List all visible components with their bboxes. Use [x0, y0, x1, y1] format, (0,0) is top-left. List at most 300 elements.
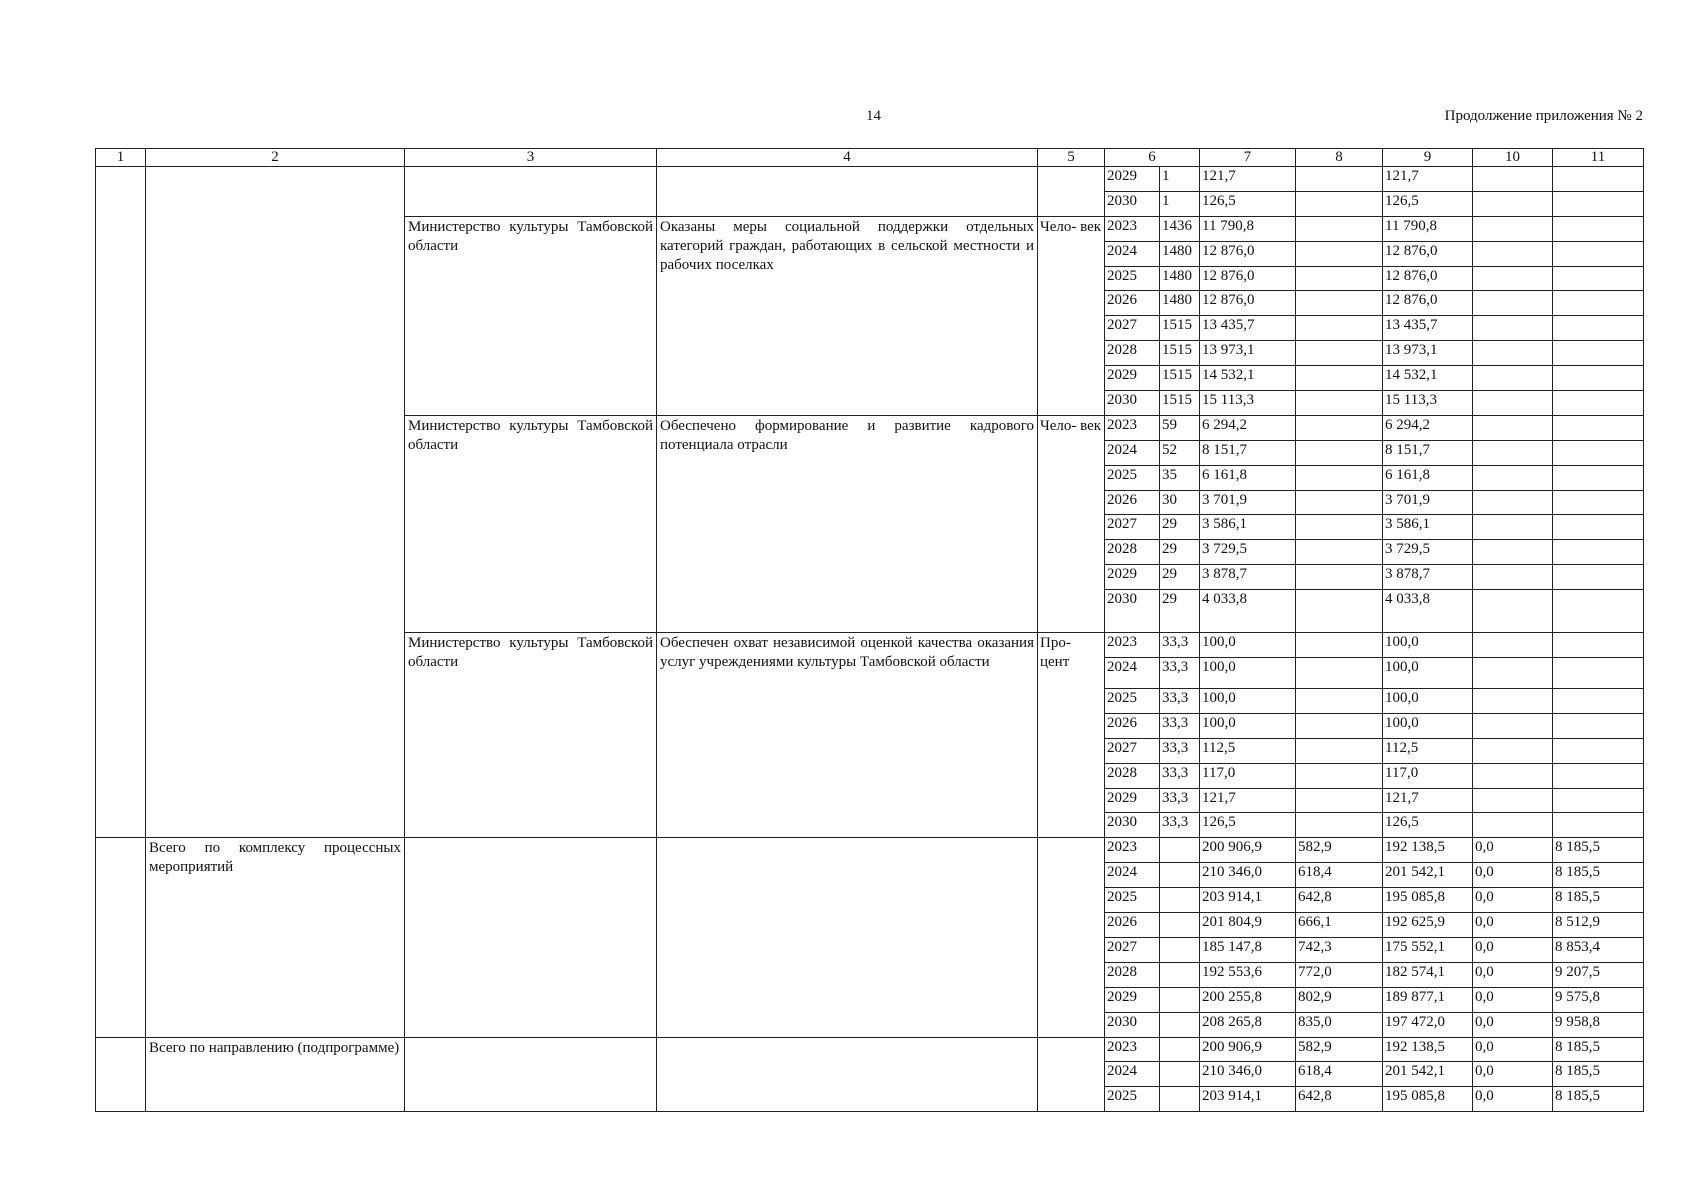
- cell-quantity: 35: [1160, 465, 1200, 490]
- cell-executor: Министерство культуры Тамбовской области: [405, 633, 657, 838]
- cell-year: 2027: [1105, 738, 1160, 763]
- cell-local: 0,0: [1473, 987, 1553, 1012]
- cell-federal: [1296, 266, 1383, 291]
- cell-quantity: 1480: [1160, 241, 1200, 266]
- cell-unit: Чело- век: [1038, 216, 1105, 415]
- cell-federal: [1296, 291, 1383, 316]
- table-row: [96, 167, 1644, 192]
- cell-quantity: 1515: [1160, 391, 1200, 416]
- cell-total: 121,7: [1200, 788, 1296, 813]
- cell-total: 3 878,7: [1200, 565, 1296, 590]
- cell-total: 203 914,1: [1200, 1087, 1296, 1112]
- cell-federal: [1296, 813, 1383, 838]
- cell-regional: 126,5: [1383, 191, 1473, 216]
- cell-regional: 12 876,0: [1383, 291, 1473, 316]
- cell-extrabudget: [1553, 341, 1644, 366]
- cell-year: 2029: [1105, 366, 1160, 391]
- cell-local: [1473, 689, 1553, 714]
- cell-extrabudget: [1553, 633, 1644, 658]
- cell-unit: Чело- век: [1038, 415, 1105, 632]
- cell-federal: [1296, 738, 1383, 763]
- cell-local: [1473, 763, 1553, 788]
- total-label: Всего по комплексу процессных мероприятий: [146, 838, 405, 1037]
- cell-extrabudget: [1553, 565, 1644, 590]
- cell-local: 0,0: [1473, 1087, 1553, 1112]
- cell-total: 12 876,0: [1200, 266, 1296, 291]
- header-row: [96, 149, 1644, 167]
- cell-regional: 126,5: [1383, 813, 1473, 838]
- cell-number: [96, 838, 146, 1037]
- cell-federal: [1296, 713, 1383, 738]
- cell-executor: [405, 838, 657, 1037]
- cell-federal: [1296, 167, 1383, 192]
- page-note: Продолжение приложения № 2: [1444, 108, 1643, 124]
- cell-regional: 112,5: [1383, 738, 1473, 763]
- cell-year: 2029: [1105, 565, 1160, 590]
- column-header-11: 11: [1553, 149, 1644, 167]
- cell-extrabudget: 8 853,4: [1553, 937, 1644, 962]
- budget-table: [95, 148, 1644, 1112]
- cell-total: 4 033,8: [1200, 590, 1296, 633]
- cell-local: 0,0: [1473, 888, 1553, 913]
- cell-regional: 11 790,8: [1383, 216, 1473, 241]
- cell-extrabudget: 8 185,5: [1553, 1037, 1644, 1062]
- cell-local: [1473, 316, 1553, 341]
- cell-quantity: 29: [1160, 540, 1200, 565]
- cell-total: 100,0: [1200, 713, 1296, 738]
- cell-total: 13 973,1: [1200, 341, 1296, 366]
- cell-regional: 121,7: [1383, 167, 1473, 192]
- cell-extrabudget: 8 185,5: [1553, 863, 1644, 888]
- cell-result: Обеспечено формирование и развитие кадрового потенциала отрасли: [657, 415, 1038, 632]
- cell-quantity: 33,3: [1160, 763, 1200, 788]
- cell-quantity: 1: [1160, 167, 1200, 192]
- cell-total: 14 532,1: [1200, 366, 1296, 391]
- cell-year: 2023: [1105, 415, 1160, 440]
- cell-year: 2027: [1105, 515, 1160, 540]
- cell-quantity: [1160, 888, 1200, 913]
- cell-regional: 195 085,8: [1383, 888, 1473, 913]
- cell-total: 200 906,9: [1200, 1037, 1296, 1062]
- cell-year: 2028: [1105, 962, 1160, 987]
- cell-regional: 192 138,5: [1383, 1037, 1473, 1062]
- cell-year: 2030: [1105, 391, 1160, 416]
- cell-quantity: 1436: [1160, 216, 1200, 241]
- cell-extrabudget: 8 185,5: [1553, 1062, 1644, 1087]
- cell-year: 2024: [1105, 241, 1160, 266]
- cell-result: [657, 167, 1038, 217]
- cell-quantity: 59: [1160, 415, 1200, 440]
- cell-total: 126,5: [1200, 191, 1296, 216]
- cell-year: 2029: [1105, 987, 1160, 1012]
- cell-quantity: [1160, 1087, 1200, 1112]
- cell-federal: [1296, 415, 1383, 440]
- cell-regional: 6 161,8: [1383, 465, 1473, 490]
- cell-total: 210 346,0: [1200, 863, 1296, 888]
- cell-year: 2028: [1105, 763, 1160, 788]
- cell-year: 2026: [1105, 713, 1160, 738]
- cell-regional: 121,7: [1383, 788, 1473, 813]
- total-label: Всего по направлению (подпрограмме): [146, 1037, 405, 1112]
- cell-quantity: 33,3: [1160, 788, 1200, 813]
- cell-local: 0,0: [1473, 962, 1553, 987]
- cell-result: Обеспечен охват независимой оценкой качества оказания услуг учреждениями культуры Тамбовской области: [657, 633, 1038, 838]
- cell-year: 2025: [1105, 1087, 1160, 1112]
- cell-quantity: 33,3: [1160, 633, 1200, 658]
- cell-local: [1473, 341, 1553, 366]
- cell-federal: [1296, 540, 1383, 565]
- cell-year: 2027: [1105, 937, 1160, 962]
- cell-year: 2030: [1105, 1012, 1160, 1037]
- cell-regional: 201 542,1: [1383, 863, 1473, 888]
- cell-executor: [405, 167, 657, 217]
- cell-regional: 3 701,9: [1383, 490, 1473, 515]
- total-row: [96, 1037, 1644, 1062]
- cell-extrabudget: [1553, 391, 1644, 416]
- cell-regional: 195 085,8: [1383, 1087, 1473, 1112]
- cell-extrabudget: 8 185,5: [1553, 838, 1644, 863]
- cell-regional: 13 973,1: [1383, 341, 1473, 366]
- cell-regional: 100,0: [1383, 633, 1473, 658]
- cell-local: [1473, 813, 1553, 838]
- cell-local: 0,0: [1473, 838, 1553, 863]
- cell-extrabudget: 8 185,5: [1553, 888, 1644, 913]
- cell-extrabudget: [1553, 366, 1644, 391]
- cell-regional: 189 877,1: [1383, 987, 1473, 1012]
- cell-federal: 582,9: [1296, 838, 1383, 863]
- cell-federal: [1296, 341, 1383, 366]
- cell-year: 2026: [1105, 490, 1160, 515]
- cell-quantity: 1515: [1160, 316, 1200, 341]
- cell-local: [1473, 465, 1553, 490]
- cell-year: 2024: [1105, 658, 1160, 689]
- cell-extrabudget: [1553, 465, 1644, 490]
- cell-extrabudget: [1553, 191, 1644, 216]
- cell-local: 0,0: [1473, 913, 1553, 938]
- cell-extrabudget: 8 512,9: [1553, 913, 1644, 938]
- cell-result: [657, 1037, 1038, 1112]
- cell-quantity: [1160, 838, 1200, 863]
- cell-result: Оказаны меры социальной поддержки отдельных категорий граждан, работающих в сельской местности и рабочих поселках: [657, 216, 1038, 415]
- cell-total: 8 151,7: [1200, 440, 1296, 465]
- cell-extrabudget: [1553, 515, 1644, 540]
- cell-extrabudget: [1553, 266, 1644, 291]
- cell-local: [1473, 366, 1553, 391]
- cell-extrabudget: [1553, 738, 1644, 763]
- cell-regional: 192 138,5: [1383, 838, 1473, 863]
- cell-extrabudget: 9 207,5: [1553, 962, 1644, 987]
- cell-regional: 13 435,7: [1383, 316, 1473, 341]
- cell-executor: [405, 1037, 657, 1112]
- cell-extrabudget: [1553, 713, 1644, 738]
- cell-local: [1473, 415, 1553, 440]
- cell-local: [1473, 590, 1553, 633]
- cell-year: 2025: [1105, 465, 1160, 490]
- column-header-10: 10: [1473, 149, 1553, 167]
- cell-federal: [1296, 590, 1383, 633]
- cell-regional: 14 532,1: [1383, 366, 1473, 391]
- cell-local: [1473, 738, 1553, 763]
- cell-local: 0,0: [1473, 1062, 1553, 1087]
- cell-extrabudget: [1553, 813, 1644, 838]
- cell-year: 2029: [1105, 788, 1160, 813]
- cell-total: 126,5: [1200, 813, 1296, 838]
- cell-regional: 117,0: [1383, 763, 1473, 788]
- cell-regional: 8 151,7: [1383, 440, 1473, 465]
- cell-quantity: 33,3: [1160, 713, 1200, 738]
- cell-quantity: 33,3: [1160, 689, 1200, 714]
- cell-regional: 197 472,0: [1383, 1012, 1473, 1037]
- cell-extrabudget: [1553, 440, 1644, 465]
- column-header-2: 2: [146, 149, 405, 167]
- cell-total: 12 876,0: [1200, 241, 1296, 266]
- cell-federal: [1296, 633, 1383, 658]
- cell-extrabudget: [1553, 658, 1644, 689]
- cell-regional: 175 552,1: [1383, 937, 1473, 962]
- cell-federal: [1296, 658, 1383, 689]
- cell-extrabudget: 9 958,8: [1553, 1012, 1644, 1037]
- column-header-4: 4: [657, 149, 1038, 167]
- cell-year: 2023: [1105, 1037, 1160, 1062]
- cell-local: [1473, 658, 1553, 689]
- column-header-9: 9: [1383, 149, 1473, 167]
- cell-year: 2023: [1105, 838, 1160, 863]
- cell-year: 2024: [1105, 863, 1160, 888]
- column-header-8: 8: [1296, 149, 1383, 167]
- cell-federal: [1296, 391, 1383, 416]
- cell-year: 2025: [1105, 266, 1160, 291]
- cell-quantity: 29: [1160, 515, 1200, 540]
- cell-total: 3 701,9: [1200, 490, 1296, 515]
- cell-quantity: 30: [1160, 490, 1200, 515]
- cell-local: 0,0: [1473, 1037, 1553, 1062]
- cell-quantity: 1480: [1160, 266, 1200, 291]
- cell-quantity: 33,3: [1160, 658, 1200, 689]
- cell-federal: [1296, 763, 1383, 788]
- cell-local: [1473, 515, 1553, 540]
- cell-local: [1473, 565, 1553, 590]
- cell-local: [1473, 191, 1553, 216]
- column-header-6: 6: [1105, 149, 1200, 167]
- cell-federal: [1296, 689, 1383, 714]
- cell-total: 201 804,9: [1200, 913, 1296, 938]
- cell-federal: 642,8: [1296, 888, 1383, 913]
- cell-federal: [1296, 216, 1383, 241]
- cell-total: 11 790,8: [1200, 216, 1296, 241]
- cell-extrabudget: [1553, 167, 1644, 192]
- cell-local: 0,0: [1473, 937, 1553, 962]
- cell-year: 2026: [1105, 291, 1160, 316]
- cell-quantity: 1480: [1160, 291, 1200, 316]
- cell-federal: 618,4: [1296, 1062, 1383, 1087]
- cell-total: 117,0: [1200, 763, 1296, 788]
- cell-federal: 582,9: [1296, 1037, 1383, 1062]
- cell-total: 210 346,0: [1200, 1062, 1296, 1087]
- cell-regional: 201 542,1: [1383, 1062, 1473, 1087]
- cell-year: 2024: [1105, 1062, 1160, 1087]
- cell-federal: [1296, 241, 1383, 266]
- cell-name: [146, 167, 405, 838]
- cell-regional: 3 729,5: [1383, 540, 1473, 565]
- cell-unit: [1038, 167, 1105, 217]
- cell-federal: 618,4: [1296, 863, 1383, 888]
- cell-year: 2026: [1105, 913, 1160, 938]
- cell-year: 2030: [1105, 813, 1160, 838]
- cell-total: 13 435,7: [1200, 316, 1296, 341]
- cell-total: 121,7: [1200, 167, 1296, 192]
- cell-quantity: 29: [1160, 590, 1200, 633]
- cell-extrabudget: 8 185,5: [1553, 1087, 1644, 1112]
- cell-unit: [1038, 1037, 1105, 1112]
- cell-regional: 3 878,7: [1383, 565, 1473, 590]
- table-body: [96, 149, 1644, 1112]
- cell-number: [96, 1037, 146, 1112]
- cell-quantity: 29: [1160, 565, 1200, 590]
- cell-total: 3 586,1: [1200, 515, 1296, 540]
- cell-local: [1473, 788, 1553, 813]
- cell-federal: 666,1: [1296, 913, 1383, 938]
- cell-year: 2030: [1105, 191, 1160, 216]
- cell-year: 2025: [1105, 689, 1160, 714]
- cell-regional: 15 113,3: [1383, 391, 1473, 416]
- column-header-3: 3: [405, 149, 657, 167]
- cell-federal: [1296, 316, 1383, 341]
- cell-quantity: 52: [1160, 440, 1200, 465]
- cell-total: 100,0: [1200, 658, 1296, 689]
- cell-local: [1473, 216, 1553, 241]
- cell-quantity: [1160, 863, 1200, 888]
- total-row: [96, 838, 1644, 863]
- cell-total: 200 255,8: [1200, 987, 1296, 1012]
- cell-local: [1473, 167, 1553, 192]
- column-header-1: 1: [96, 149, 146, 167]
- cell-extrabudget: [1553, 540, 1644, 565]
- cell-extrabudget: [1553, 316, 1644, 341]
- cell-total: 203 914,1: [1200, 888, 1296, 913]
- cell-total: 100,0: [1200, 689, 1296, 714]
- cell-regional: 4 033,8: [1383, 590, 1473, 633]
- cell-year: 2023: [1105, 633, 1160, 658]
- cell-year: 2027: [1105, 316, 1160, 341]
- cell-total: 6 161,8: [1200, 465, 1296, 490]
- cell-local: 0,0: [1473, 863, 1553, 888]
- cell-local: [1473, 633, 1553, 658]
- column-header-5: 5: [1038, 149, 1105, 167]
- cell-total: 100,0: [1200, 633, 1296, 658]
- cell-local: [1473, 241, 1553, 266]
- cell-federal: [1296, 366, 1383, 391]
- cell-total: 112,5: [1200, 738, 1296, 763]
- cell-quantity: [1160, 1062, 1200, 1087]
- cell-regional: 192 625,9: [1383, 913, 1473, 938]
- cell-executor: Министерство культуры Тамбовской области: [405, 216, 657, 415]
- cell-regional: 100,0: [1383, 689, 1473, 714]
- cell-local: [1473, 266, 1553, 291]
- cell-federal: [1296, 490, 1383, 515]
- cell-extrabudget: [1553, 788, 1644, 813]
- cell-result: [657, 838, 1038, 1037]
- cell-extrabudget: [1553, 689, 1644, 714]
- cell-quantity: 33,3: [1160, 738, 1200, 763]
- cell-year: 2029: [1105, 167, 1160, 192]
- cell-federal: [1296, 515, 1383, 540]
- cell-federal: [1296, 465, 1383, 490]
- cell-extrabudget: [1553, 490, 1644, 515]
- cell-federal: 802,9: [1296, 987, 1383, 1012]
- cell-regional: 12 876,0: [1383, 241, 1473, 266]
- cell-unit: [1038, 838, 1105, 1037]
- cell-regional: 182 574,1: [1383, 962, 1473, 987]
- cell-extrabudget: [1553, 763, 1644, 788]
- cell-year: 2028: [1105, 540, 1160, 565]
- cell-total: 12 876,0: [1200, 291, 1296, 316]
- cell-local: [1473, 490, 1553, 515]
- cell-federal: [1296, 440, 1383, 465]
- cell-quantity: [1160, 913, 1200, 938]
- cell-quantity: 1515: [1160, 341, 1200, 366]
- cell-total: 208 265,8: [1200, 1012, 1296, 1037]
- cell-federal: 742,3: [1296, 937, 1383, 962]
- cell-local: [1473, 540, 1553, 565]
- cell-total: 185 147,8: [1200, 937, 1296, 962]
- cell-year: 2023: [1105, 216, 1160, 241]
- cell-federal: 835,0: [1296, 1012, 1383, 1037]
- cell-executor: Министерство культуры Тамбовской области: [405, 415, 657, 632]
- cell-year: 2028: [1105, 341, 1160, 366]
- cell-extrabudget: [1553, 590, 1644, 633]
- cell-federal: 642,8: [1296, 1087, 1383, 1112]
- cell-year: 2025: [1105, 888, 1160, 913]
- column-header-7: 7: [1200, 149, 1296, 167]
- cell-local: [1473, 713, 1553, 738]
- cell-federal: [1296, 565, 1383, 590]
- cell-quantity: 1: [1160, 191, 1200, 216]
- cell-extrabudget: [1553, 216, 1644, 241]
- cell-quantity: [1160, 1037, 1200, 1062]
- cell-local: [1473, 440, 1553, 465]
- cell-year: 2024: [1105, 440, 1160, 465]
- cell-local: 0,0: [1473, 1012, 1553, 1037]
- page-number: 14: [866, 108, 881, 124]
- cell-total: 3 729,5: [1200, 540, 1296, 565]
- cell-unit: Про- цент: [1038, 633, 1105, 838]
- cell-federal: [1296, 788, 1383, 813]
- cell-number: [96, 167, 146, 838]
- cell-regional: 12 876,0: [1383, 266, 1473, 291]
- cell-quantity: [1160, 987, 1200, 1012]
- cell-regional: 100,0: [1383, 658, 1473, 689]
- cell-quantity: 33,3: [1160, 813, 1200, 838]
- cell-federal: 772,0: [1296, 962, 1383, 987]
- cell-regional: 6 294,2: [1383, 415, 1473, 440]
- cell-total: 6 294,2: [1200, 415, 1296, 440]
- cell-quantity: [1160, 962, 1200, 987]
- cell-total: 15 113,3: [1200, 391, 1296, 416]
- cell-extrabudget: [1553, 291, 1644, 316]
- cell-regional: 100,0: [1383, 713, 1473, 738]
- cell-extrabudget: 9 575,8: [1553, 987, 1644, 1012]
- cell-extrabudget: [1553, 241, 1644, 266]
- cell-total: 192 553,6: [1200, 962, 1296, 987]
- cell-quantity: 1515: [1160, 366, 1200, 391]
- cell-total: 200 906,9: [1200, 838, 1296, 863]
- cell-extrabudget: [1553, 415, 1644, 440]
- cell-year: 2030: [1105, 590, 1160, 633]
- cell-federal: [1296, 191, 1383, 216]
- cell-quantity: [1160, 937, 1200, 962]
- cell-regional: 3 586,1: [1383, 515, 1473, 540]
- cell-quantity: [1160, 1012, 1200, 1037]
